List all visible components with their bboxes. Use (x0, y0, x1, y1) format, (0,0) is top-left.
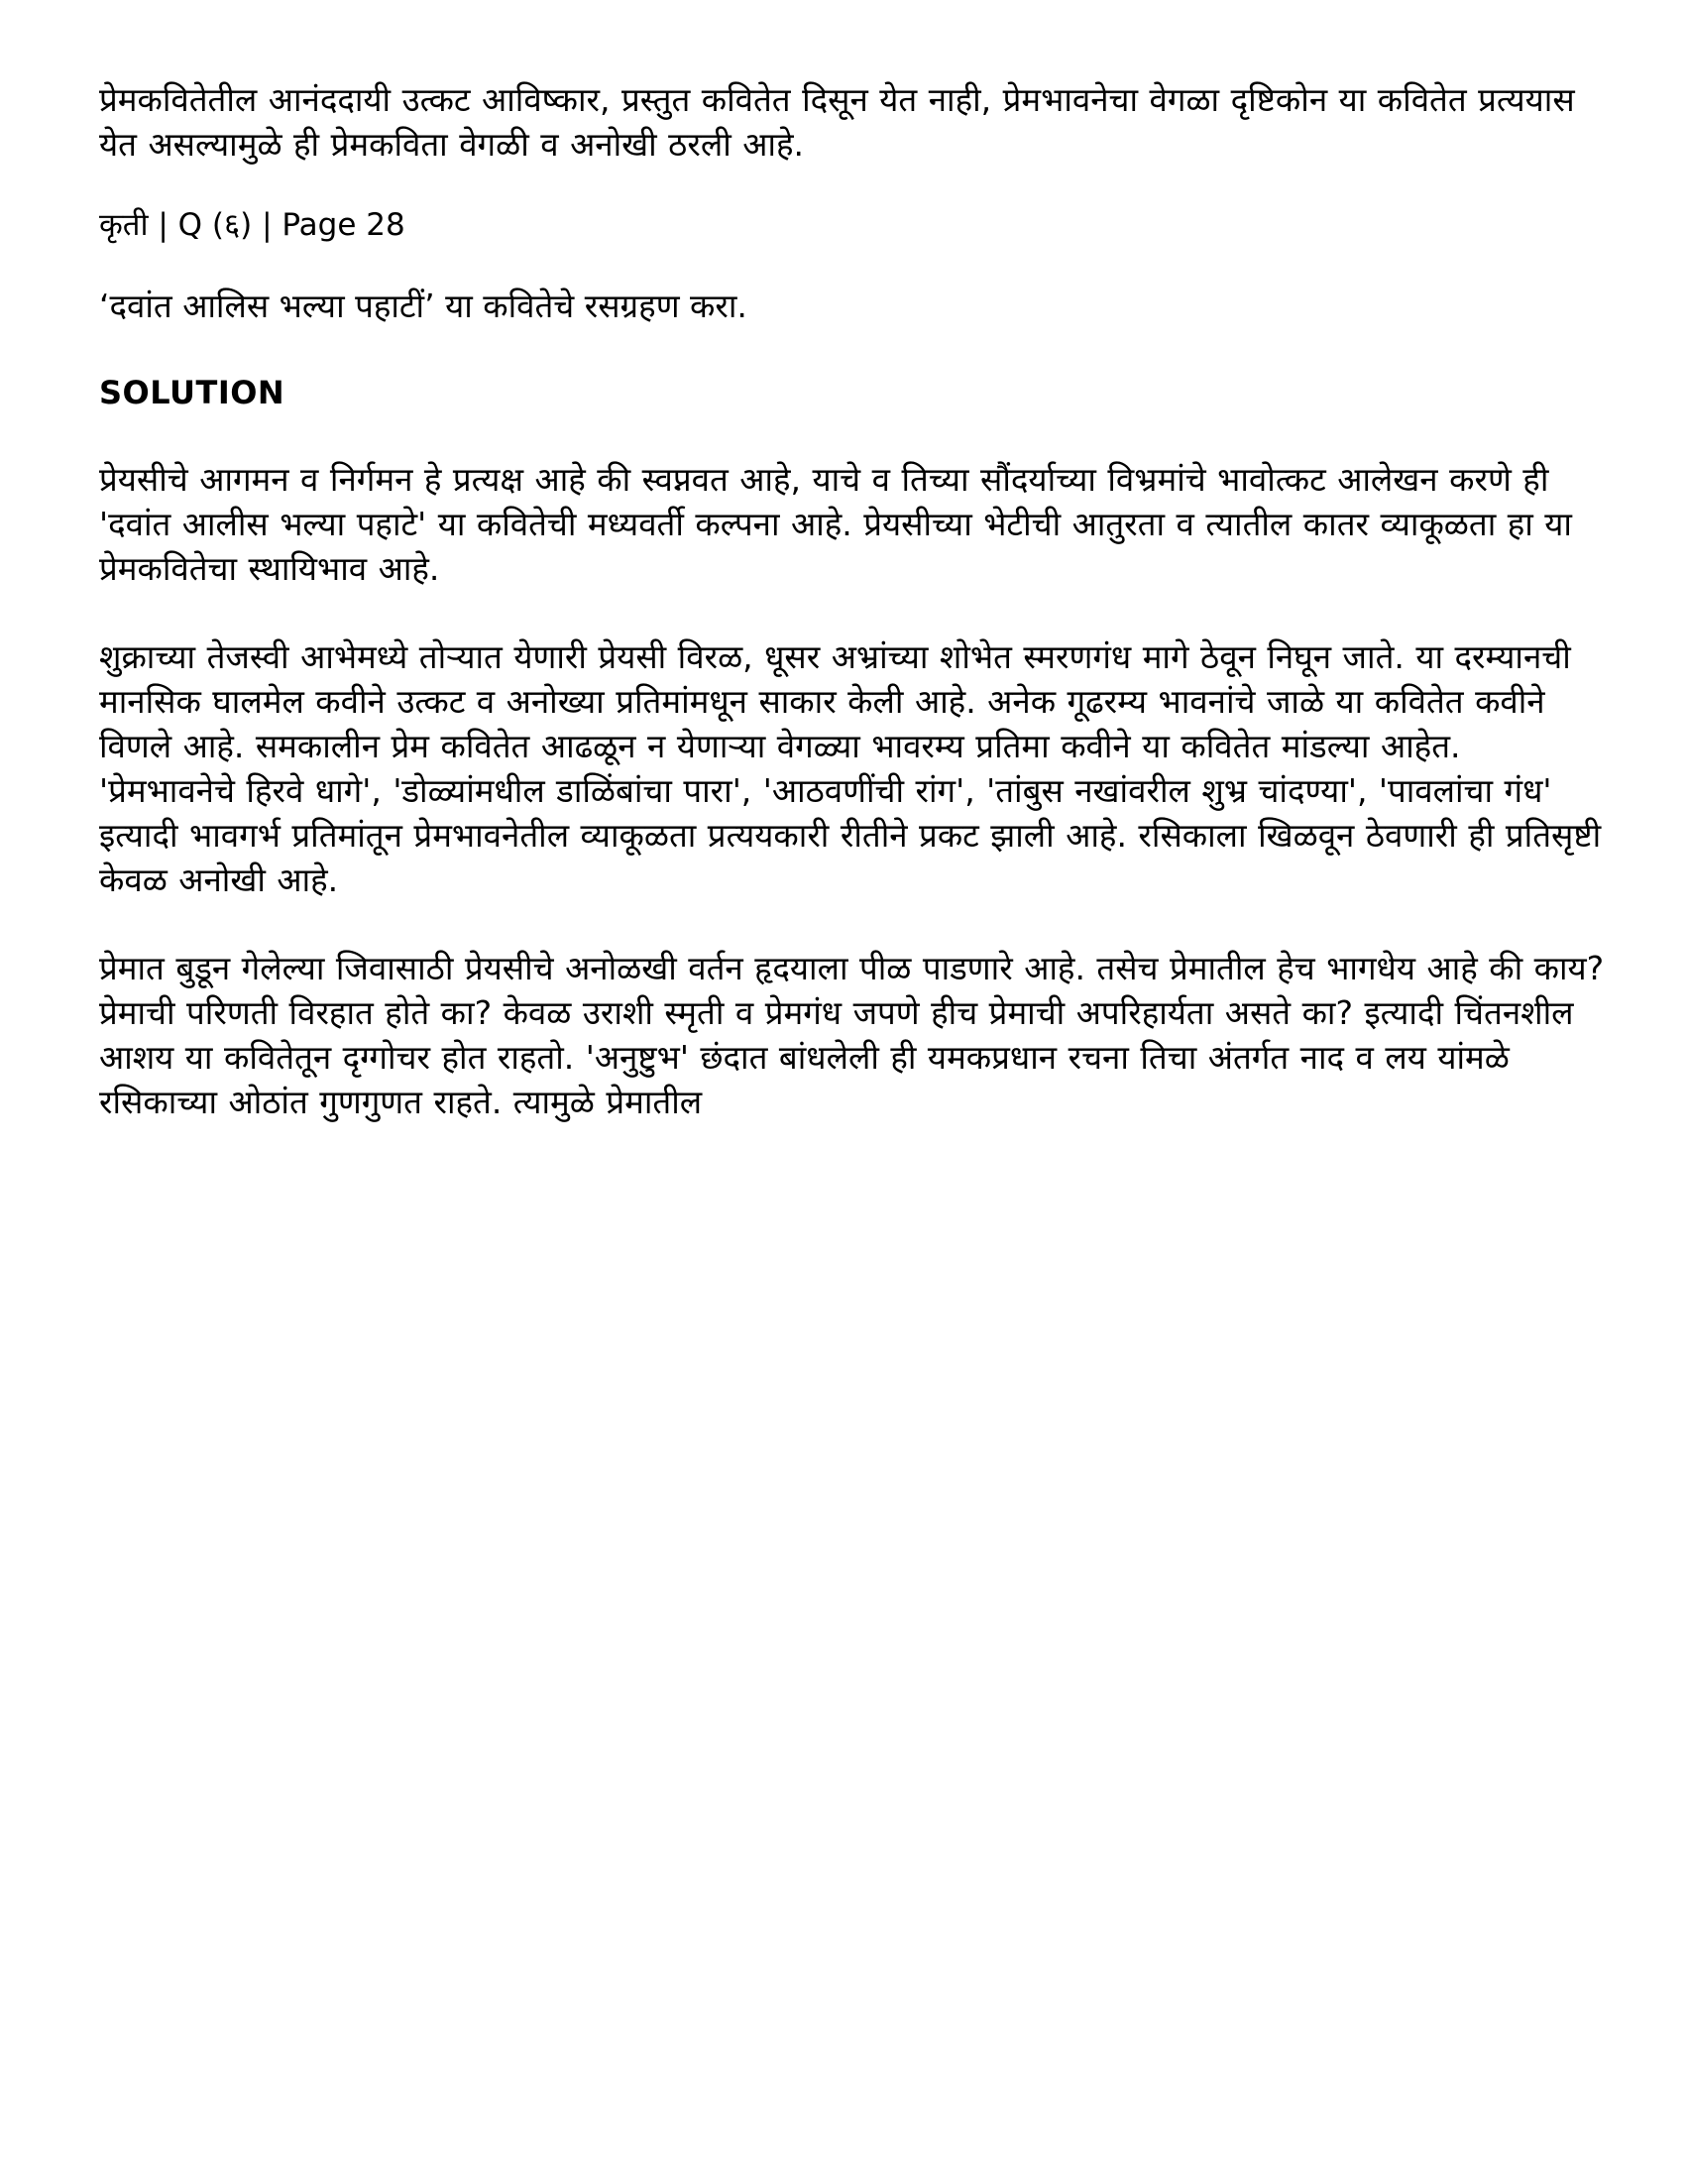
solution-paragraph-3: प्रेमात बुडून गेलेल्या जिवासाठी प्रेयसीचे अनोळखी वर्तन हृदयाला पीळ पाडणारे आहे. तसेच प्रेमातील हेच भागधेय आहे की काय? प्रेमाची परिणती विरहात होते का? केवळ उराशी स्मृती व प्रेमगंध जपणे हीच प्रेमाची अपरिहार्यता असते का? इत्यादी चिंतनशील आशय या कवितेतून दृग्गोचर होत राहतो. 'अनुष्टुभ' छंदात बांधलेली ही यमकप्रधान रचना तिचा अंतर्गत नाद व लय यांमळे रसिकाच्या ओठांत गुणगुणत राहते. त्यामुळे प्रेमातील (99, 949, 1605, 1121)
question-text: ‘दवांत आलिस भल्या पहाटीं’ या कवितेचे रसग्रहण करा. (99, 287, 747, 325)
solution-paragraph-1: प्रेयसीचे आगमन व निर्गमन हे प्रत्यक्ष आहे की स्वप्नवत आहे, याचे व तिच्या सौंदर्याच्या विभ्रमांचे भावोत्कट आलेखन करणे ही 'दवांत आलीस भल्या पहाटे' या कवितेची मध्यवर्ती कल्पना आहे. प्रेयसीच्या भेटीची आतुरता व त्यातील कातर व्याकूळता हा या प्रेमकवितेचा स्थायिभाव आहे. (99, 460, 1572, 588)
question-meta: कृती | Q (६) | Page 28 (99, 207, 405, 243)
document-page (99, 77, 1606, 1168)
intro-paragraph: प्रेमकवितेतील आनंददायी उत्कट आविष्कार, प्रस्तुत कवितेत दिसून येत नाही, प्रेमभावनेचा वेगळा दृष्टिकोन या कवितेत प्रत्ययास येत असल्यामुळे ही प्रेमकविता वेगळी व अनोखी ठरली आहे. (99, 80, 1575, 164)
solution-heading: SOLUTION (99, 374, 285, 411)
solution-paragraph-2: शुक्राच्या तेजस्वी आभेमध्ये तोऱ्यात येणारी प्रेयसी विरळ, धूसर अभ्रांच्या शोभेत स्मरणगंध मागे ठेवून निघून जाते. या दरम्यानची मानसिक घालमेल कवीने उत्कट व अनोख्या प्रतिमांमधून साकार केली आहे. अनेक गूढरम्य भावनांचे जाळे या कवितेत कवीने विणले आहे. समकालीन प्रेम कवितेत आढळून न येणाऱ्या वेगळ्या भावरम्य प्रतिमा कवीने या कवितेत मांडल्या आहेत. 'प्रेमभावनेचे हिरवे धागे', 'डोळ्यांमधील डाळिंबांचा पारा', 'आठवणींची रांग', 'तांबुस नखांवरील शुभ्र चांदण्या', 'पावलांचा गंध' इत्यादी भावगर्भ प्रतिमांतून प्रेमभावनेतील व्याकूळता प्रत्ययकारी रीतीने प्रकट झाली आहे. रसिकाला खिळवून ठेवणारी ही प्रतिसृष्टी केवळ अनोखी आहे. (99, 637, 1602, 899)
